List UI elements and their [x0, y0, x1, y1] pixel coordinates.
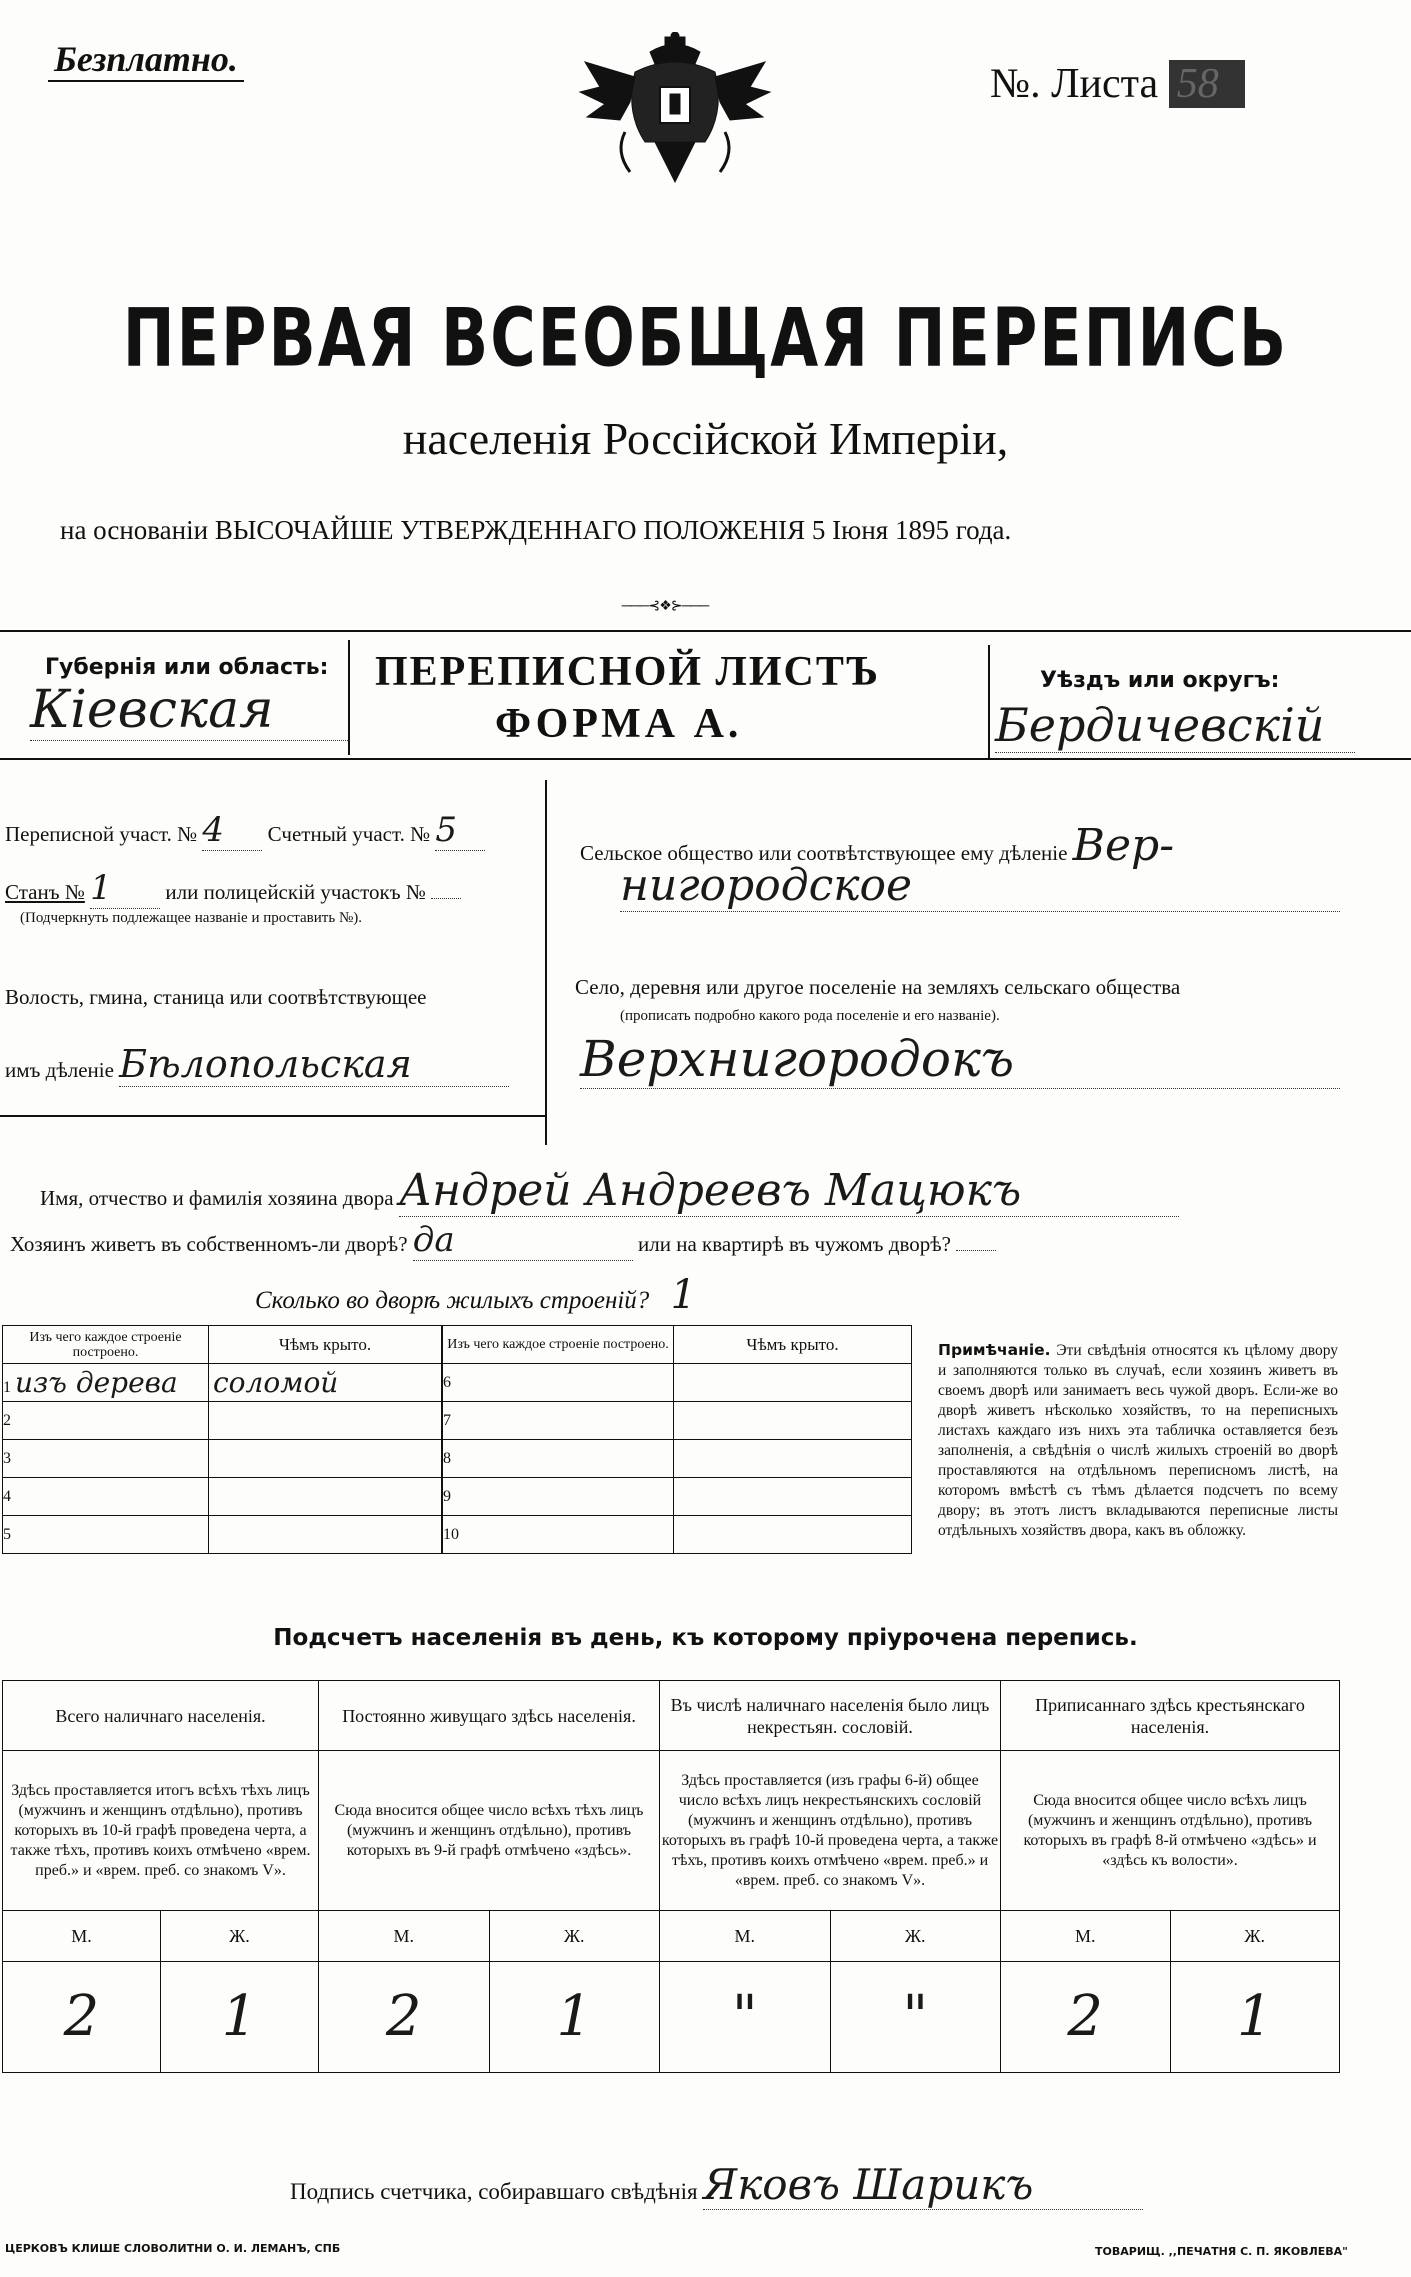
- volost-field: имъ дѣленіе Бѣлопольская: [5, 1042, 509, 1087]
- free-stamp: Безплатно.: [48, 38, 244, 82]
- society-value-1: Вер-: [1072, 820, 1175, 871]
- female-label: Ж.: [229, 1926, 250, 1946]
- census-section-field: Переписной участ. № 4 Счетный участ. № 5: [5, 810, 485, 851]
- male-label: М.: [3, 1911, 161, 1961]
- table-row: 9: [443, 1478, 912, 1516]
- page-subtitle: населенія Россійской Имперіи,: [402, 413, 1009, 464]
- registered-female-value: 1: [1236, 1984, 1273, 2049]
- note-block: [938, 1340, 1338, 1541]
- owner-yard-field: Хозяинъ живетъ въ собственномъ-ли дворѣ? да или на квартирѣ въ чужомъ дворѣ?: [10, 1220, 996, 1261]
- decree-basis: на основаніи ВЫСОЧАЙШЕ УТВЕРЖДЕННАГО ПОЛОЖЕНІЯ 5 Іюня 1895 года.: [60, 515, 1012, 545]
- count-section-value: 5: [435, 810, 485, 851]
- society-value-2: нигородское: [620, 860, 1340, 912]
- permanent-male-value: 2: [319, 1962, 490, 2072]
- non-peasant-male-value: ": [660, 1962, 831, 2072]
- pop-desc-non-peasant: Здѣсь проставляется (изъ графы 6-й) общее число всѣхъ лицъ некрестьянскихъ сословій (мужчинъ и женщинъ отдѣльно), противъ которыхъ въ графѣ 10-й проведена черта, а также тѣхъ, противъ коихъ отмѣчено «врем. преб.» и «врем. преб. со знакомъ V».: [660, 1751, 1001, 1911]
- total-female-value: 1: [221, 1984, 258, 2049]
- buildings-count-value: 1: [670, 1272, 697, 1318]
- village-label: Село, деревня или другое поселеніе на земляхъ сельскаго общества: [575, 975, 1181, 999]
- pop-desc-registered: Сюда вносится общее число всѣхъ лицъ (мужчинъ и женщинъ отдѣльно), противъ которыхъ въ графѣ 8-й отмѣчено «здѣсь» и «здѣсь къ волости».: [1001, 1751, 1340, 1911]
- owner-name-field: Имя, отчество и фамилія хозяина двора Андрей Андреевъ Мацюкъ: [40, 1165, 1179, 1217]
- society-field: Сельское общество или соотвѣтствующее ему дѣленіе Вер-: [580, 820, 1175, 871]
- census-section-value: 4: [202, 810, 262, 851]
- printer-left: ЦЕРКОВЪ КЛИШЕ СЛОВОЛИТНИ О. И. ЛЕМАНЪ, СПБ: [5, 2242, 341, 2255]
- district-value: Бердичевскій: [995, 698, 1355, 753]
- total-male-value: 2: [3, 1962, 161, 2072]
- table-row: 6: [443, 1364, 912, 1402]
- volost-label: Волость, гмина, станица или соотвѣтствующее: [5, 985, 427, 1009]
- volost-value: Бѣлопольская: [119, 1042, 509, 1087]
- printer-right: ТОВАРИЩ. ,,ПЕЧАТНЯ С. П. ЯКОВЛЕВА": [1095, 2245, 1348, 2258]
- province-label: Губернія или область:: [45, 655, 329, 680]
- form-name: ФОРМА А.: [495, 701, 743, 747]
- pop-head-total: Всего наличнаго населенія.: [3, 1681, 319, 1751]
- village-value: Верхнигородокъ: [580, 1030, 1340, 1089]
- col-roof-header-right: Чѣмъ крыто.: [674, 1326, 912, 1364]
- district-label: Уѣздъ или округъ:: [1040, 668, 1280, 693]
- col-roof-header: Чѣмъ крыто.: [209, 1326, 442, 1364]
- sheet-number-value: 58: [1169, 60, 1245, 108]
- owner-yard-value: да: [413, 1220, 633, 1261]
- signature-field: Подпись счетчика, собиравшаго свѣдѣнія Яковъ Шарикъ: [290, 2160, 1143, 2210]
- note-text: Эти свѣдѣнія относятся къ цѣлому двору и заполняются только въ случаѣ, если хозяинъ живетъ въ своемъ дворѣ или занимаетъ весь чужой дворъ. Если-же во дворѣ живетъ нѣсколько хозяйствъ, то на переписныхъ листахъ каждаго изъ нихъ эта табличка оставляется безъ заполненія, а свѣдѣнія о числѣ жилыхъ строеній во дворѣ проставляются на отдѣльномъ переписномъ листѣ, на которомъ вмѣстѣ съ тѣмъ дѣлается подсчетъ по всему двору; въ этотъ листъ вкладываются переписные листы отдѣльныхъ хозяйствъ двора, какъ въ обложку.: [938, 1342, 1338, 1539]
- buildings-table-right: [442, 1325, 912, 1554]
- table-row: 10: [443, 1516, 912, 1554]
- ornament-divider: ───⊰❖⊱───: [621, 599, 709, 614]
- sheet-title: ПЕРЕПИСНОЙ ЛИСТЪ: [375, 649, 880, 695]
- non-peasant-female-value: ": [902, 1984, 929, 2049]
- province-value: Кіевская: [30, 680, 350, 741]
- coat-of-arms-emblem: [575, 32, 775, 192]
- pop-head-registered: Приписаннаго здѣсь крестьянскаго населенія.: [1001, 1681, 1340, 1751]
- page-title: ПЕРВАЯ ВСЕОБЩАЯ ПЕРЕПИСЬ: [122, 290, 1289, 385]
- population-table: Всего наличнаго населенія. Постоянно живущаго здѣсь населенія. Въ числѣ наличнаго населенія было лицъ некрестьян. сословій. Приписаннаго здѣсь крестьянскаго населенія. Здѣсь проставляется итогъ всѣхъ тѣхъ лицъ (мужчинъ и женщинъ отдѣльно), противъ которыхъ въ 10-й графѣ проведена черта, а также тѣхъ, противъ коихъ отмѣчено «врем. преб.» и «врем. преб. со знакомъ V». Сюда вносится общее число всѣхъ тѣхъ лицъ (мужчинъ и женщинъ отдѣльно), противъ которыхъ въ 9-й графѣ отмѣчено «здѣсь». Здѣсь проставляется (изъ графы 6-й) общее число всѣхъ лицъ некрестьянскихъ сословій (мужчинъ и женщинъ отдѣльно), противъ которыхъ въ графѣ 10-й проведена черта, а также тѣхъ, противъ коихъ отмѣчено «врем. преб.» и «врем. преб. со знакомъ V». Сюда вносится общее число всѣхъ лицъ (мужчинъ и женщинъ отдѣльно), противъ которыхъ въ графѣ 8-й отмѣчено «здѣсь» и «здѣсь къ волости». М. Ж. М. Ж. М. Ж. М. Ж. 2 1 2 1 " " 2 1: [2, 1680, 1340, 2073]
- village-note: (прописать подробно какого рода поселеніе и его названіе).: [620, 1008, 1000, 1024]
- signature-value: Яковъ Шарикъ: [703, 2160, 1143, 2210]
- table-row: 8: [443, 1440, 912, 1478]
- pop-head-permanent: Постоянно живущаго здѣсь населенія.: [319, 1681, 660, 1751]
- buildings-table-left: [2, 1325, 442, 1554]
- sheet-number: [990, 60, 1245, 108]
- pop-desc-permanent: Сюда вносится общее число всѣхъ тѣхъ лицъ (мужчинъ и женщинъ отдѣльно), противъ которыхъ въ 9-й графѣ отмѣчено «здѣсь».: [319, 1751, 660, 1911]
- table-row: 4: [3, 1478, 442, 1516]
- col-material-header-right: Изъ чего каждое строеніе построено.: [443, 1326, 674, 1364]
- table-row: 5: [3, 1516, 442, 1554]
- permanent-female-value: 1: [556, 1984, 593, 2049]
- table-row: 3: [3, 1440, 442, 1478]
- registered-male-value: 2: [1001, 1962, 1171, 2072]
- stan-note: (Подчеркнуть подлежащее названіе и проставить №).: [20, 910, 362, 926]
- table-row: 2: [3, 1402, 442, 1440]
- pop-desc-total: Здѣсь проставляется итогъ всѣхъ тѣхъ лицъ (мужчинъ и женщинъ отдѣльно), противъ которыхъ въ 10-й графѣ проведена черта, а также тѣхъ, противъ коихъ отмѣчено «врем. преб.» и «врем. преб. со знакомъ V».: [3, 1751, 319, 1911]
- owner-name-value: Андрей Андреевъ Мацюкъ: [399, 1165, 1179, 1217]
- population-title: Подсчетъ населенія въ день, къ которому пріурочена перепись.: [273, 1625, 1138, 1651]
- stan-field: Станъ № 1 или полицейскій участокъ №: [5, 868, 461, 909]
- col-material-header: Изъ чего каждое строеніе построено.: [3, 1326, 209, 1364]
- pop-head-non-peasant: Въ числѣ наличнаго населенія было лицъ некрестьян. сословій.: [660, 1681, 1001, 1751]
- buildings-count-field: Сколько во дворѣ жилыхъ строеній? 1: [255, 1272, 697, 1318]
- table-row: 1 изъ дерева соломой: [3, 1364, 442, 1402]
- stan-value: 1: [90, 868, 160, 909]
- table-row: 7: [443, 1402, 912, 1440]
- note-title: Примѣчаніе.: [938, 1341, 1051, 1359]
- sheet-number-label: №. Листа: [990, 61, 1159, 107]
